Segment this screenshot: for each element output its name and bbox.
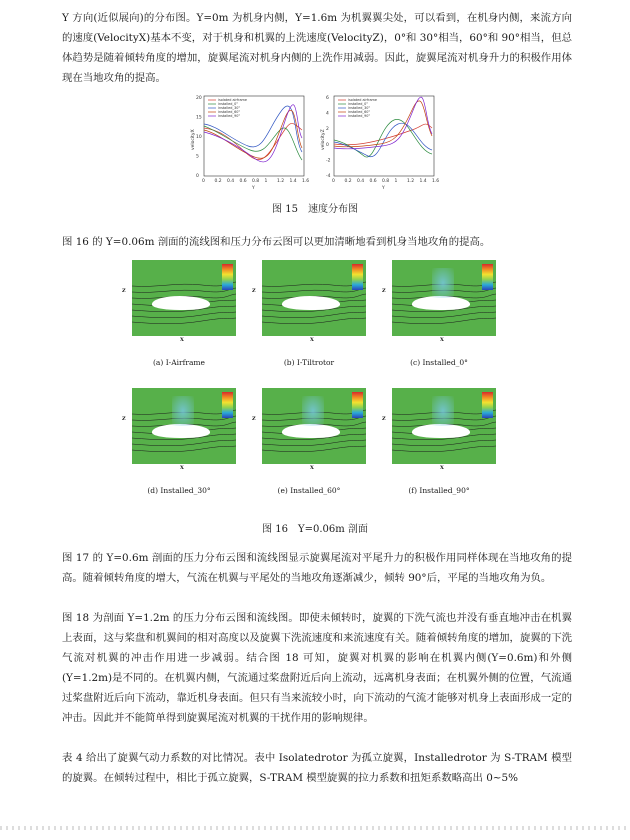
axis-z-label: Z [382, 288, 386, 294]
x-tick-label: 1.4 [289, 179, 297, 184]
axis-z-label: Z [122, 416, 126, 422]
velocity-z-xlabel: Y [382, 186, 385, 190]
x-tick-label: 1.6 [432, 179, 440, 184]
axis-z-label: Z [382, 416, 386, 422]
x-tick-label: 0.8 [382, 179, 390, 184]
legend-entry: installed_0° [348, 102, 368, 106]
pressure-colorbar [482, 264, 493, 290]
y-tick-label: 10 [196, 135, 202, 140]
x-tick-label: 1.2 [407, 179, 415, 184]
x-tick-label: 0.2 [344, 179, 352, 184]
panel-label: (c) Installed_0° [410, 358, 468, 367]
legend-entry: isolated airframe [348, 98, 377, 102]
legend-entry: installed_90° [348, 114, 371, 118]
airframe-section [282, 424, 340, 438]
x-tick-label: 0.4 [227, 179, 235, 184]
x-tick-label: 0.4 [357, 179, 365, 184]
x-tick-label: 0.6 [369, 179, 377, 184]
pressure-colorbar [222, 392, 233, 418]
airframe-section [152, 424, 210, 438]
axis-x-label: X [180, 337, 184, 343]
airframe-section [152, 296, 210, 310]
x-tick-label: 0 [202, 179, 205, 184]
paragraph-3: 图 17 的 Y=0.6m 剖面的压力分布云图和流线图显示旋翼尾流对平尾升力的积极作用同样体现在当地攻角的提高。随着倾转角度的增大，气流在机翼与平尾处的当地攻角逐渐减少，倾转 90°后，平尾的当地攻角为负。 [62, 552, 572, 584]
x-tick-label: 1 [394, 179, 398, 184]
legend-entry: installed_60° [218, 110, 241, 114]
rotor-wake-highlight [432, 268, 454, 298]
y-tick-label: 20 [196, 96, 202, 101]
paragraph-2: 图 16 的 Y=0.06m 剖面的流线图和压力分布云图可以更加清晰地看到机身当地攻角的提高。 [62, 236, 491, 248]
series-line [204, 123, 302, 159]
legend-entry: isolated airframe [218, 98, 247, 102]
x-tick-label: 0.6 [239, 179, 247, 184]
axis-x-label: X [440, 337, 444, 343]
contour-panel [120, 258, 238, 342]
rotor-wake-highlight [302, 396, 324, 426]
figure-15-caption: 图 15 速度分布图 [272, 204, 358, 215]
chart-velocity-x [190, 90, 310, 190]
panel-label: (d) Installed_30° [147, 486, 211, 495]
legend-entry: installed_90° [218, 114, 241, 118]
axis-x-label: X [310, 465, 314, 471]
x-tick-label: 0.8 [252, 179, 260, 184]
airframe-section [412, 296, 470, 310]
legend-entry: installed_30° [218, 106, 241, 110]
contour-plot [262, 260, 366, 336]
pressure-colorbar [352, 264, 363, 290]
axis-z-label: Z [252, 416, 256, 422]
contour-panel [120, 386, 238, 470]
pressure-colorbar [482, 392, 493, 418]
y-tick-label: 0 [196, 174, 199, 179]
figure-16 [120, 258, 520, 518]
y-tick-label: 6 [326, 96, 329, 101]
axis-x-label: X [440, 465, 444, 471]
panel-label: (f) Installed_90° [408, 486, 470, 495]
y-tick-label: -2 [326, 158, 331, 164]
x-tick-label: 0 [332, 179, 335, 184]
pressure-colorbar [352, 392, 363, 418]
velocity-z-ylabel: velocityZ [321, 129, 326, 150]
x-tick-label: 0.2 [214, 179, 222, 184]
page-footer-rule [0, 826, 630, 830]
series-line [334, 119, 432, 157]
chart-velocity-z [320, 90, 440, 190]
axis-x-label: X [180, 465, 184, 471]
paragraph-5: 表 4 给出了旋翼气动力系数的对比情况。表中 Isolatedrotor 为孤立旋翼，Installedrotor 为 S-TRAM 模型的旋翼。在倾转过程中，相比于孤立旋翼，S-TRAM 模型旋翼的拉力系数和扭矩系数略高出 0~5% [62, 752, 572, 784]
panel-label: (b) I-Tiltrotor [283, 358, 335, 367]
figure-15 [190, 90, 440, 190]
contour-panel [380, 386, 498, 470]
pressure-colorbar [222, 264, 233, 290]
airframe-section [282, 296, 340, 310]
velocity-x-ylabel: velocityX [191, 129, 196, 150]
axis-x-label: X [310, 337, 314, 343]
x-tick-label: 1.6 [302, 179, 310, 184]
contour-plot [262, 388, 366, 464]
legend-entry: installed_30° [348, 106, 371, 110]
paragraph-1: Y 方向(近似展向)的分布图。Y=0m 为机身内侧，Y=1.6m 为机翼翼尖处，可以看到，在机身内侧，来流方向的速度(VelocityX)基本不变，对于机身和机翼的上洗速度(VelocityZ)，0°和 30°相当，60°和 90°相当，但总体趋势是随着倾转角度的增加，旋翼尾流对机身内侧的上洗作用减弱。因此，旋翼尾流对机身升力的积极作用体现在当地攻角的提高。 [62, 12, 572, 84]
y-tick-label: 2 [326, 127, 329, 133]
velocity-x-xlabel: Y [252, 186, 255, 190]
axis-z-label: Z [122, 288, 126, 294]
airframe-section [412, 424, 470, 438]
legend-entry: installed_60° [348, 110, 371, 114]
axis-z-label: Z [252, 288, 256, 294]
y-tick-label: 15 [196, 115, 202, 121]
contour-plot [132, 260, 236, 336]
y-tick-label: 5 [196, 154, 199, 160]
contour-plot [132, 388, 236, 464]
contour-plot [392, 388, 496, 464]
y-tick-label: 0 [326, 142, 329, 148]
contour-panel [250, 386, 368, 470]
rotor-wake-highlight [172, 396, 194, 426]
series-line [334, 124, 432, 145]
panel-label: (e) Installed_60° [277, 486, 341, 495]
paragraph-4: 图 18 为剖面 Y=1.2m 的压力分布云图和流线图。即使未倾转时，旋翼的下洗气流也并没有垂直地冲击在机翼上表面，这与桨盘和机翼间的相对高度以及旋翼下洗流速度和来流速度有关。随着倾转角度的增加，旋翼的下洗气流对机翼的冲击作用进一步减弱。结合图 18 可知，旋翼对机翼的影响在机翼内侧(Y=0.6m)和外侧(Y=1.2m)是不同的。在机翼内侧，气流通过桨盘附近后向上流动，远离机身表面；在机翼外侧的位置，气流通过桨盘附近后向下流动，靠近机身表面。但只有当来流较小时，向下流动的气流才能够对机身上表面形成一定的冲击。因此并不能简单得到旋翼尾流对机翼的干扰作用的影响规律。 [62, 612, 572, 724]
y-tick-label: 4 [326, 111, 329, 117]
series-line [334, 123, 432, 157]
y-tick-label: -4 [326, 174, 331, 179]
contour-panel [250, 258, 368, 342]
x-tick-label: 1.2 [277, 179, 285, 184]
rotor-wake-highlight [432, 396, 454, 426]
series-line [204, 126, 302, 160]
figure-16-caption: 图 16 Y=0.06m 剖面 [262, 524, 368, 535]
x-tick-label: 1 [264, 179, 268, 184]
contour-plot [392, 260, 496, 336]
panel-label: (a) I-Airframe [153, 358, 205, 367]
contour-panel [380, 258, 498, 342]
legend-entry: installed_0° [218, 102, 238, 106]
x-tick-label: 1.4 [419, 179, 427, 184]
